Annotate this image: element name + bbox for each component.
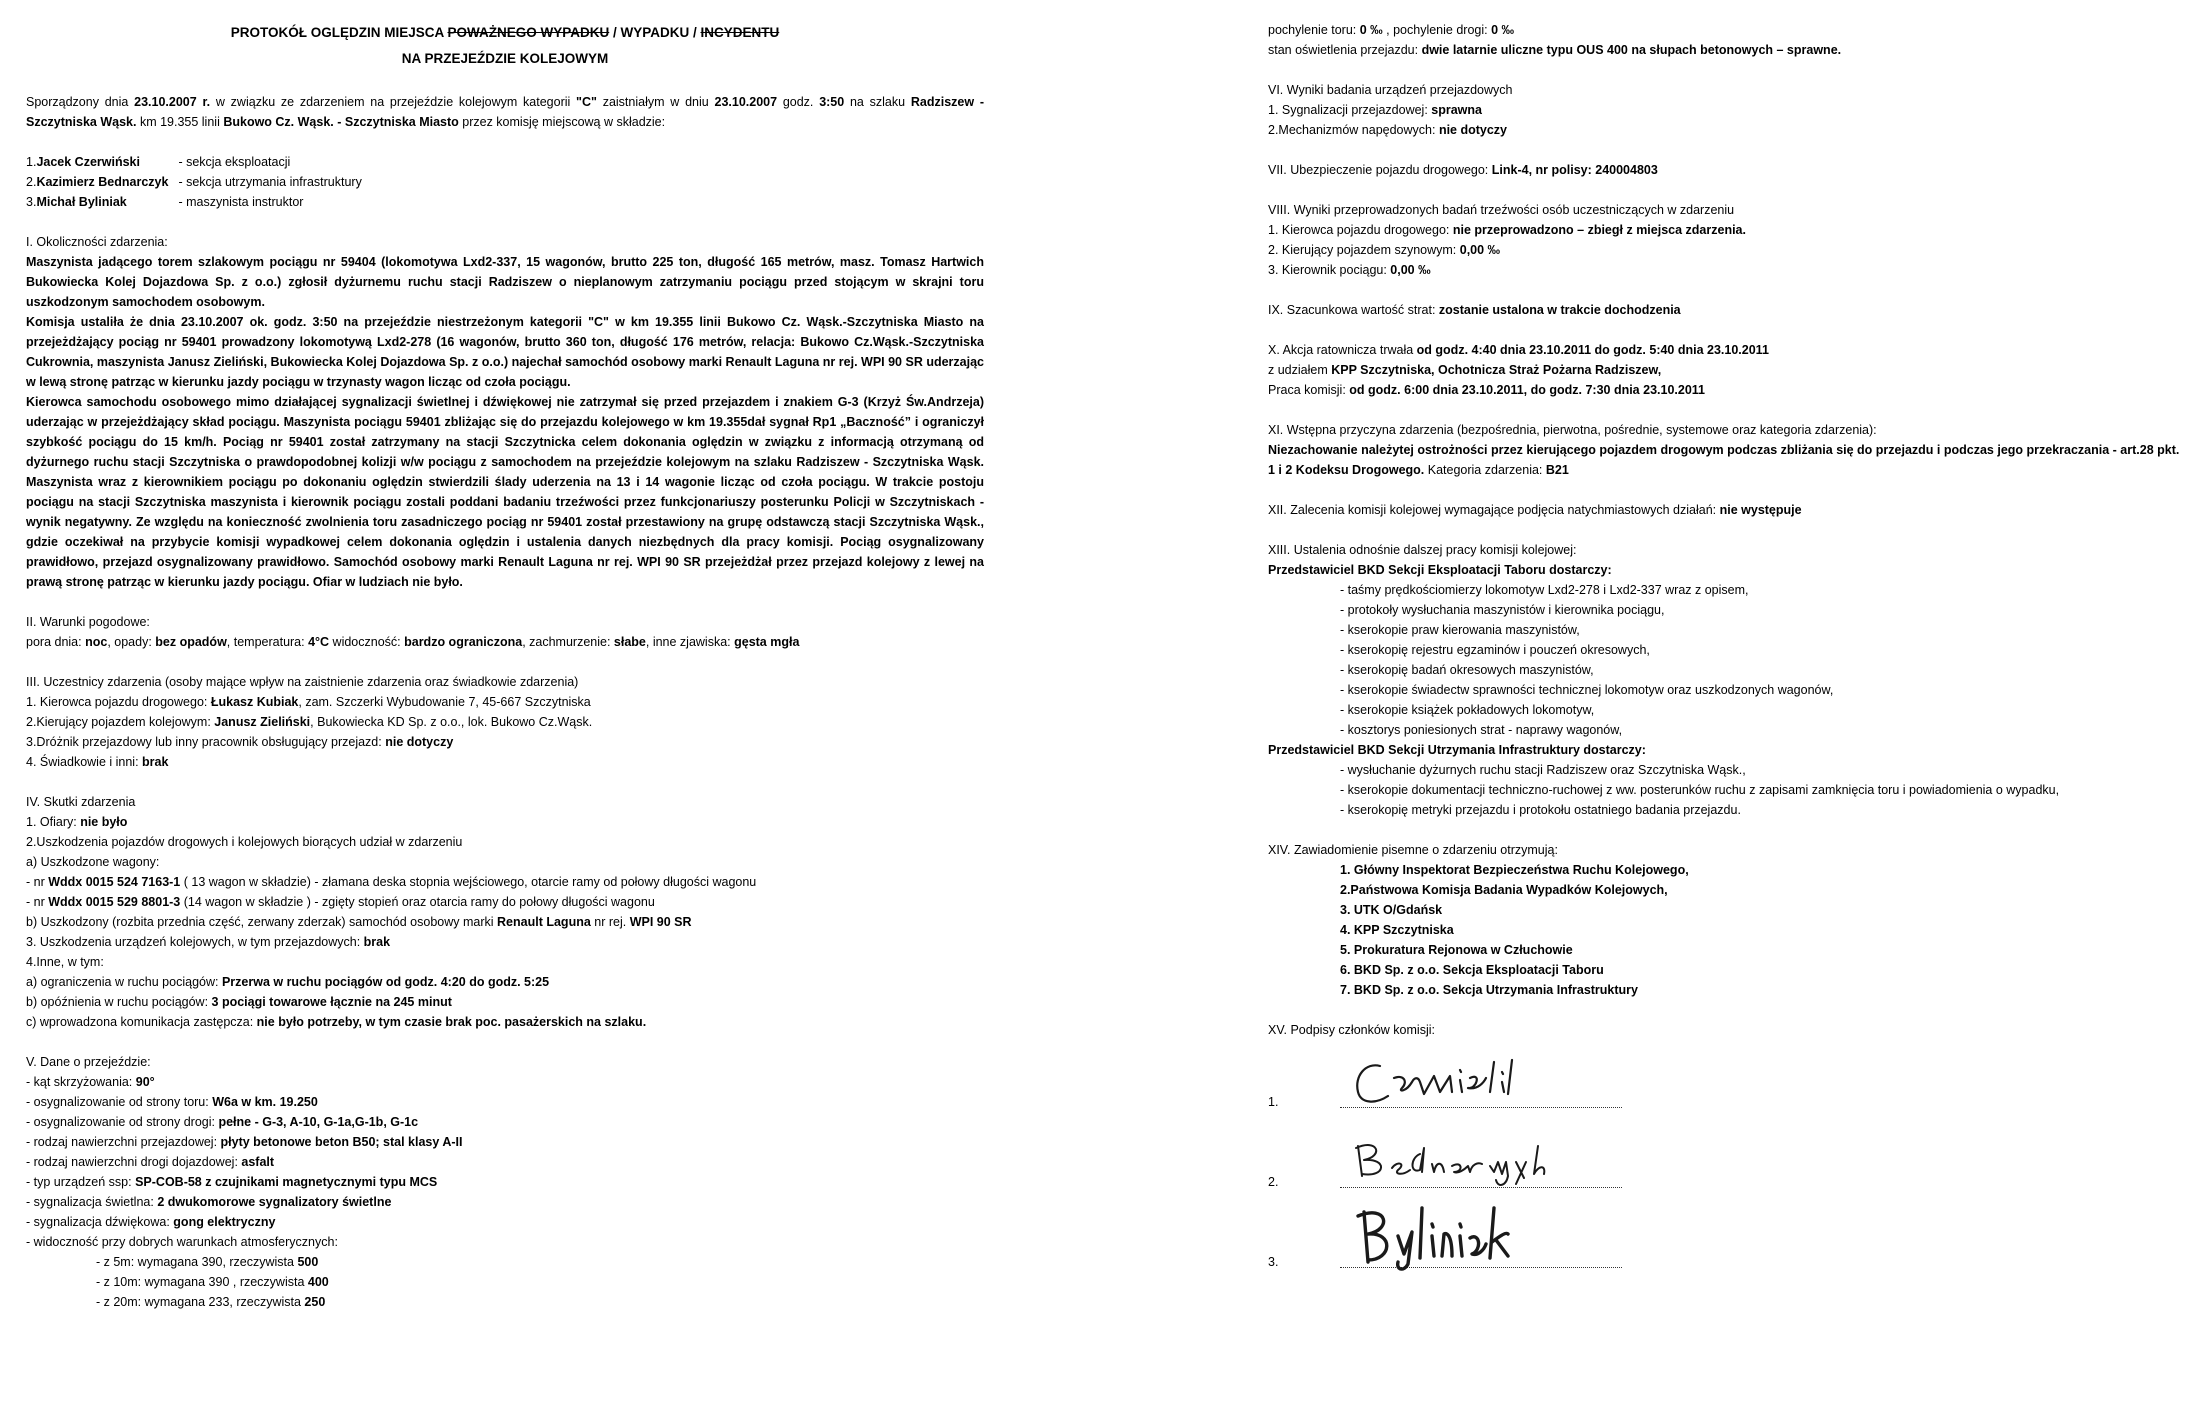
signature-bednarczyk-image <box>1348 1132 1578 1194</box>
group-heading: Przedstawiciel BKD Sekcji Eksploatacji Taboru dostarczy: <box>1268 563 1612 577</box>
section-heading: VI. Wyniki badania urządzeń przejazdowych <box>1268 83 1513 97</box>
signature-number: 3. <box>1268 1255 1279 1269</box>
section-heading: XIV. Zawiadomienie pisemne o zdarzeniu otrzymują: <box>1268 843 1558 857</box>
crossing-line: pochylenie toru: 0 ‰ , pochylenie drogi: 0 ‰ <box>1268 23 1515 37</box>
effects-line: a) Uszkodzone wagony: <box>26 855 160 869</box>
crossing-line: - sygnalizacja świetlna: 2 dwukomorowe sygnalizatory świetlne <box>26 1195 392 1209</box>
sobriety-line: 2. Kierujący pojazdem szynowym: 0,00 ‰ <box>1268 243 1501 257</box>
signature-czerwinski-image <box>1348 1052 1578 1114</box>
list-item: 1. Główny Inspektorat Bezpieczeństwa Ruchu Kolejowego, <box>1340 863 1689 877</box>
section-rescue <box>1268 340 2188 400</box>
weather-line: pora dnia: noc, opady: bez opadów, temperatura: 4°C widoczność: bardzo ograniczona, zachmurzenie: słabe, inne zjawiska: gęsta mgła <box>26 635 800 649</box>
participant-line: 1. Kierowca pojazdu drogowego: Łukasz Kubiak, zam. Szczerki Wybudowanie 7, 45-667 Szczytniska <box>26 695 591 709</box>
signature-row <box>1268 1040 2188 1120</box>
section-sobriety <box>1268 200 2188 280</box>
crossing-line: - sygnalizacja dźwiękowa: gong elektryczny <box>26 1215 276 1229</box>
crossing-line: - typ urządzeń ssp: SP-COB-58 z czujnikami magnetycznymi typu MCS <box>26 1175 438 1189</box>
section-heading: XI. Wstępna przyczyna zdarzenia (bezpośrednia, pierwotna, pośrednie, systemowe oraz kategoria zdarzenia): <box>1268 423 1877 437</box>
section-circumstances <box>26 232 984 592</box>
section-heading: XIII. Ustalenia odnośnie dalszej pracy komisji kolejowej: <box>1268 543 1577 557</box>
list-item: 6. BKD Sp. z o.o. Sekcja Eksploatacji Taboru <box>1340 963 1604 977</box>
sobriety-line: 3. Kierownik pociągu: 0,00 ‰ <box>1268 263 1431 277</box>
list-item: - kserokopię metryki przejazdu i protokołu ostatniego badania przejazdu. <box>1340 803 1741 817</box>
signature-byliniak-image <box>1348 1202 1578 1274</box>
section-weather <box>26 612 984 652</box>
group-heading: Przedstawiciel BKD Sekcji Utrzymania Infrastruktury dostarczy: <box>1268 743 1646 757</box>
member-row: 2. Kazimierz Bednarczyk - sekcja utrzymania infrastruktury <box>26 175 362 189</box>
effects-line: - nr Wddx 0015 524 7163-1 ( 13 wagon w składzie) - złamana deska stopnia wejściowego, otarcie ramy od połowy długości wagonu <box>26 875 757 889</box>
rescue-line: z udziałem KPP Szczytniska, Ochotnicza Straż Pożarna Radziszew, <box>1268 363 1662 377</box>
section-cause <box>1268 420 2188 480</box>
list-item: 2.Państwowa Komisja Badania Wypadków Kolejowych, <box>1340 883 1668 897</box>
section-insurance: VII. Ubezpieczenie pojazdu drogowego: Link-4, nr polisy: 240004803 <box>1268 163 1658 177</box>
section-heading: V. Dane o przejeździe: <box>26 1055 151 1069</box>
crossing-line: - widoczność przy dobrych warunkach atmosferycznych: <box>26 1235 338 1249</box>
section-signatures <box>1268 1020 2188 1280</box>
effects-line: a) ograniczenia w ruchu pociągów: Przerwa w ruchu pociągów od godz. 4:20 do godz. 5:25 <box>26 975 550 989</box>
section-effects <box>26 792 984 1032</box>
section-heading: XV. Podpisy członków komisji: <box>1268 1023 1435 1037</box>
list-item: - kserokopię rejestru egzaminów i pouczeń okresowych, <box>1340 643 1650 657</box>
list-item: - protokoły wysłuchania maszynistów i kierownika pociągu, <box>1340 603 1665 617</box>
rescue-line: X. Akcja ratownicza trwała od godz. 4:40 dnia 23.10.2011 do godz. 5:40 dnia 23.10.2011 <box>1268 343 1769 357</box>
list-item: - kosztorys poniesionych strat - naprawy wagonów, <box>1340 723 1623 737</box>
title-line-1: PROTOKÓŁ OGLĘDZIN MIEJSCA POWAŻNEGO WYPADKU / WYPADKU / INCYDENTU <box>230 25 780 40</box>
effects-line: 4.Inne, w tym: <box>26 955 104 969</box>
devices-line: 1. Sygnalizacji przejazdowej: sprawna <box>1268 103 1482 117</box>
participant-line: 2.Kierujący pojazdem kolejowym: Janusz Zieliński, Bukowiecka KD Sp. z o.o., lok. Bukowo Cz.Wąsk. <box>26 715 593 729</box>
title-line-2: NA PRZEJEŹDZIE KOLEJOWYM <box>401 51 609 66</box>
crossing-line: - osygnalizowanie od strony drogi: pełne - G-3, A-10, G-1a,G-1b, G-1c <box>26 1115 419 1129</box>
effects-line: 1. Ofiary: nie było <box>26 815 128 829</box>
participant-line: 3.Dróżnik przejazdowy lub inny pracownik obsługujący przejazd: nie dotyczy <box>26 735 454 749</box>
circumstances-p2: Komisja ustaliła że dnia 23.10.2007 ok. godz. 3:50 na przejeździe niestrzeżonym kategorii "C" w km 19.355 linii Bukowo Cz. Wąsk.-Szczytniska Miasto na przejeżdżający pociąg nr 59401 prowadzony lokomotywą Lxd2-278 (16 wagonów, brutto 360 ton, długość 176 metrów, relacja: Bukowo Cz.Wąsk.-Szczytniska Cukrownia, maszynista Janusz Zieliński, Bukowiecka Kolej Dojazdowa Sp. z o.o.) najechał samochód osobowy marki Renault Laguna nr rej. WPI 90 SR uderzając w lewą stronę patrząc w kierunku jazdy pociągu w trzynasty wagon licząc od czoła pociągu. <box>26 315 984 389</box>
section-losses: IX. Szacunkowa wartość strat: zostanie ustalona w trakcie dochodzenia <box>1268 303 1681 317</box>
section-heading: I. Okoliczności zdarzenia: <box>26 235 168 249</box>
crossing-line: - osygnalizowanie od strony toru: W6a w km. 19.250 <box>26 1095 318 1109</box>
effects-line: b) opóźnienia w ruchu pociągów: 3 pociągi towarowe łącznie na 245 minut <box>26 995 452 1009</box>
effects-line: 2.Uszkodzenia pojazdów drogowych i kolejowych biorących udział w zdarzeniu <box>26 835 463 849</box>
section-heading: IV. Skutki zdarzenia <box>26 795 136 809</box>
section-heading: III. Uczestnicy zdarzenia (osoby mające wpływ na zaistnienie zdarzenia oraz świadkowie zdarzenia) <box>26 675 579 689</box>
list-item: - taśmy prędkościomierzy lokomotyw Lxd2-278 i Lxd2-337 wraz z opisem, <box>1340 583 1749 597</box>
signature-row <box>1268 1200 2188 1280</box>
circumstances-p1: Maszynista jadącego torem szlakowym pociągu nr 59404 (lokomotywa Lxd2-337, 15 wagonów, brutto 225 ton, długość 165 metrów, masz. Tomasz Hartwich Bukowiecka Kolej Dojazdowa Sp. z o.o.) zgłosił dyżurnemu ruchu stacji Radziszew o nieplanowym zatrzymaniu pociągu przed stojącym w skrajni toru uszkodzonym samochodem osobowym. <box>26 255 984 309</box>
section-further-work <box>1268 540 2188 820</box>
section-notifications <box>1268 840 2188 1000</box>
visibility-line: - z 10m: wymagana 390 , rzeczywista 400 <box>96 1275 329 1289</box>
section-participants <box>26 672 984 772</box>
circumstances-p3: Kierowca samochodu osobowego mimo działającej sygnalizacji świetlnej i dźwiękowej nie zatrzymał się przed przejazdem i znakiem G-3 (Krzyż Św.Andrzeja) uderzając w przejeżdżający skład pociągu. Maszynista pociągu 59401 zbliżając się do przejazdu kolejowego w km 19.355dał sygnał Rp1 „Baczność” i ograniczył szybkość pociągu do 15 km/h. Pociąg nr 59401 został zatrzymany na stacji Szczytnicka celem dokonania oględzin w związku z informacją otrzymaną od dyżurnego ruchu stacji Szczytniska o prawdopodobnej kolizji w/w pociągu z samochodem na przejeździe kolejowym na szlaku Radziszew - Szczytniska Wąsk. Maszynista wraz z kierownikiem pociągu po dokonaniu oględzin stwierdzili ślady uderzenia na 13 i 14 wagonie licząc od czoła pociągu. W trakcie postoju pociągu na stacji Szczytniska maszynista i kierownik pociągu zostali poddani badaniu trzeźwości przez funkcjonariuszy posterunku Policji w Szczytniskach - wynik negatywny. Ze względu na konieczność zwolnienia toru zasadniczego pociąg nr 59401 został przestawiony na grupę odstawczą stacji Szczytniska Wąsk., gdzie oczekiwał na przybycie komisji wypadkowej celem dokonania oględzin i ustalenia danych niezbędnych dla pracy komisji. Pociąg osygnalizowany prawidłowo, przejazd osygnalizowany prawidłowo. Samochód osobowy marki Renault Laguna nr rej. WPI 90 SR przejeżdżał przez przejazd kolejowy z lewej na prawą stronę patrząc w kierunku jazdy pociągu. Ofiar w ludziach nie było. <box>26 395 984 589</box>
intro-paragraph: Sporządzony dnia 23.10.2007 r. w związku ze zdarzeniem na przejeździe kolejowym kategorii "C" zaistniałym w dniu 23.10.2007 godz. 3:50 na szlaku Radziszew - Szczytniska Wąsk. km 19.355 linii Bukowo Cz. Wąsk. - Szczytniska Miasto przez komisję miejscową w składzie: <box>26 95 985 129</box>
list-item: - kserokopie książek pokładowych lokomotyw, <box>1340 703 1595 717</box>
effects-line: - nr Wddx 0015 529 8801-3 (14 wagon w składzie ) - zgięty stopień oraz otarcia ramy do połowy długości wagonu <box>26 895 655 909</box>
signature-number: 2. <box>1268 1175 1279 1189</box>
signature-row <box>1268 1120 2188 1200</box>
list-item: - kserokopie dokumentacji techniczno-ruchowej z ww. posterunków ruchu z zapisami zamknięcia toru i powiadomienia o wypadku, <box>1340 783 2060 797</box>
section-heading: II. Warunki pogodowe: <box>26 615 150 629</box>
right-column <box>1268 20 2188 1280</box>
visibility-line: - z 20m: wymagana 233, rzeczywista 250 <box>96 1295 326 1309</box>
signature-number: 1. <box>1268 1095 1279 1109</box>
crossing-line: - rodzaj nawierzchni przejazdowej: płyty betonowe beton B50; stal klasy A-II <box>26 1135 463 1149</box>
section-devices-check <box>1268 80 2188 140</box>
cause-text: Niezachowanie należytej ostrożności przez kierującego pojazdem drogowym podczas zbliżania się do przejazdu i podczas jego przekraczania - art.28 pkt. 1 i 2 Kodeksu Drogowego. Kategoria zdarzenia: B21 <box>1268 443 2180 477</box>
effects-line: b) Uszkodzony (rozbita przednia część, zerwany zderzak) samochód osobowy marki Renault Laguna nr rej. WPI 90 SR <box>26 915 692 929</box>
crossing-line: - kąt skrzyżowania: 90° <box>26 1075 155 1089</box>
sobriety-line: 1. Kierowca pojazdu drogowego: nie przeprowadzono – zbiegł z miejsca zdarzenia. <box>1268 223 1746 237</box>
section-recommendations: XII. Zalecenia komisji kolejowej wymagające podjęcia natychmiastowych działań: nie występuje <box>1268 503 1802 517</box>
document-title <box>26 20 984 72</box>
effects-line: 3. Uszkodzenia urządzeń kolejowych, w tym przejazdowych: brak <box>26 935 391 949</box>
member-row: 1. Jacek Czerwiński - sekcja eksploatacji <box>26 155 291 169</box>
member-row: 3. Michał Byliniak - maszynista instruktor <box>26 195 304 209</box>
list-item: - kserokopie świadectw sprawności technicznej lokomotyw oraz uszkodzonych wagonów, <box>1340 683 1834 697</box>
list-item: 3. UTK O/Gdańsk <box>1340 903 1443 917</box>
list-item: - wysłuchanie dyżurnych ruchu stacji Radziszew oraz Szczytniska Wąsk., <box>1340 763 1746 777</box>
list-item: 7. BKD Sp. z o.o. Sekcja Utrzymania Infrastruktury <box>1340 983 1638 997</box>
list-item: - kserokopię badań okresowych maszynistów, <box>1340 663 1594 677</box>
section-heading: VIII. Wyniki przeprowadzonych badań trzeźwości osób uczestniczących w zdarzeniu <box>1268 203 1735 217</box>
list-item: 5. Prokuratura Rejonowa w Człuchowie <box>1340 943 1573 957</box>
participant-line: 4. Świadkowie i inni: brak <box>26 755 169 769</box>
devices-line: 2.Mechanizmów napędowych: nie dotyczy <box>1268 123 1508 137</box>
crossing-line: stan oświetlenia przejazdu: dwie latarnie uliczne typu OUS 400 na słupach betonowych – sprawne. <box>1268 43 1842 57</box>
crossing-line: - rodzaj nawierzchni drogi dojazdowej: asfalt <box>26 1155 275 1169</box>
section-crossing-data <box>26 1052 984 1312</box>
commission-members <box>26 152 984 212</box>
left-column <box>26 20 984 1312</box>
visibility-line: - z 5m: wymagana 390, rzeczywista 500 <box>96 1255 319 1269</box>
list-item: - kserokopie praw kierowania maszynistów, <box>1340 623 1580 637</box>
list-item: 4. KPP Szczytniska <box>1340 923 1454 937</box>
effects-line: c) wprowadzona komunikacja zastępcza: nie było potrzeby, w tym czasie brak poc. pasażerskich na szlaku. <box>26 1015 647 1029</box>
rescue-line: Praca komisji: od godz. 6:00 dnia 23.10.2011, do godz. 7:30 dnia 23.10.2011 <box>1268 383 1705 397</box>
